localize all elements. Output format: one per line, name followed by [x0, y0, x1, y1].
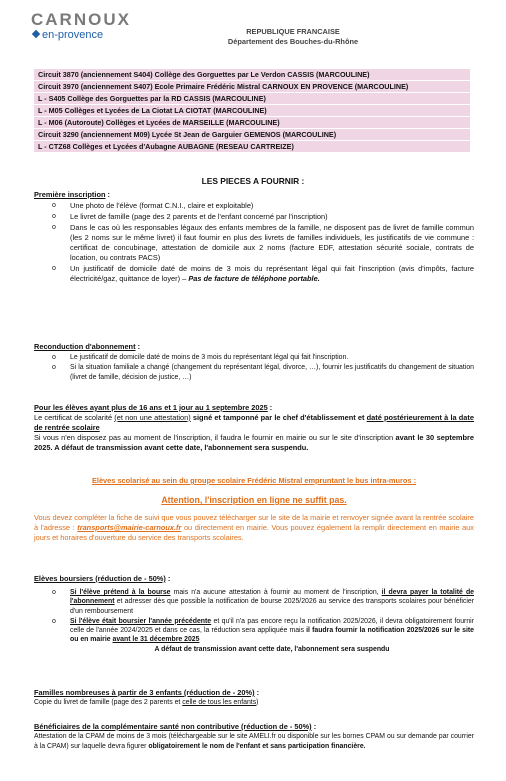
list-item: o Une photo de l'élève (format C.N.I., claire et exploitable)	[34, 201, 474, 211]
pieces-title: LES PIECES A FOURNIR :	[201, 176, 305, 186]
section-premiere-inscription: Première inscription : o Une photo de l'élève (format C.N.I., claire et exploitable) o Le livret de famille (page des 2 parents et de l'enfant concerné par l'inscription) o Dans le cas où les responsables légaux des enfants membres de la famille, ne disposent pas de livret de famille commun (les 2 noms sur le même livret) il faut fournir en plus des livrets de familles individuels, les justificatifs de vie commune : certificat de concubinage, attestation de domicile aux 2 noms (facture EDF, attestation sécurité sociale, contrats de location, ou contrats PACS) o Un justificatif de domicile daté de moins de 3 mois du représentant légal qui fait l'inscription (avis d'impôts, facture électricité/gaz, quittance de loyer) – Pas de facture de téléphone portable.	[34, 190, 474, 285]
logo-sub: en-provence	[42, 29, 104, 41]
circuit-row	[34, 129, 471, 141]
list-item: o Si l'élève prétend à la bourse mais n'a aucune attestation à fournir au moment de l'inscription, il devra payer la totalité de l'abonnement et adresser dès que possible la notification de bourse 2025/2026 au service des transports scolaires pour bénéficier d'un remboursement	[34, 588, 474, 616]
premiere-heading: Première inscription	[34, 190, 106, 199]
list-item: o Le justificatif de domicile daté de moins de 3 mois du représentant légal qui fait l'inscription.	[34, 353, 474, 362]
circuit-row	[34, 93, 471, 105]
list-item: o Si l'élève était boursier l'année précédente et qu'il n'a pas encore reçu la notification 2025/2026, il devra obligatoirement fournir celle de l'année 2024/2025 et dans ce cas, la réduction sera appliquée mais il faudra fournir la notification 2025/2026 sur le site ou en mairie avant le 31 décembre 2025 A défaut de transmission avant cette date, l'abonnement sera suspendu	[34, 617, 474, 654]
circuit-cell: Circuit 3970 (anciennement S407) Ecole Primaire Frédéric Mistral CARNOUX EN PROVENCE (MARCOULINE)	[34, 81, 471, 93]
plus16-heading: Pour les élèves ayant plus de 16 ans et 1 jour au 1 septembre 2025	[34, 403, 268, 412]
attention-notice: Attention, l'inscription en ligne ne suffit pas.	[161, 495, 347, 505]
nombreuses-heading: Familles nombreuses à partir de 3 enfants (réduction de - 20%)	[34, 688, 255, 697]
list-item: o Un justificatif de domicile daté de moins de 3 mois du représentant légal qui fait l'inscription (avis d'impôts, facture électricité/gaz, quittance de loyer) – Pas de facture de téléphone portable.	[34, 264, 474, 284]
header	[188, 27, 398, 47]
section-plus-16-ans: Pour les élèves ayant plus de 16 ans et 1 jour au 1 septembre 2025 : Le certificat de scolarité (et non une attestation) signé et tamponné par le chef d'établissement et daté postérieurement à la date de rentrée scolaire Si vous n'en disposez pas au moment de l'inscription, il faudra le fournir en mairie ou sur le site d'inscription avant le 30 septembre 2025. A défaut de transmission avant cette date, l'abonnement sera suspendu.	[34, 403, 474, 452]
header-republique: REPUBLIQUE FRANCAISE	[246, 27, 340, 36]
list-item: o Le livret de famille (page des 2 parents et de l'enfant concerné par l'inscription)	[34, 212, 474, 222]
mistral-heading: Elèves scolarisé au sein du groupe scolaire Frédéric Mistral empruntant le bus intra-muros :	[91, 476, 417, 485]
circuit-cell: L - M05 Collèges et Lycées de La Ciotat LA CIOTAT (MARCOULINE)	[34, 105, 471, 117]
circuit-row	[34, 117, 471, 129]
circuit-cell: Circuit 3290 (anciennement M09) Lycée St Jean de Garguier GEMENOS (MARCOULINE)	[34, 129, 471, 141]
reconduction-heading: Reconduction d'abonnement	[34, 342, 136, 351]
circuit-cell: Circuit 3870 (anciennement S404) Collège des Gorguettes par Le Verdon CASSIS (MARCOULINE)	[34, 69, 471, 81]
circuit-row	[34, 69, 471, 81]
list-item: o Dans le cas où les responsables légaux des enfants membres de la famille, ne disposent pas de livret de famille commun (les 2 noms sur le même livret) il faut fournir en plus des livrets de familles individuels, les justificatifs de vie commune : certificat de concubinage, attestation de domicile aux 2 noms (facture EDF, attestation sécurité sociale, contrats de location, ou contrats PACS)	[34, 223, 474, 263]
header-departement: Département des Bouches-du-Rhône	[227, 37, 359, 46]
diamond-icon	[32, 30, 40, 38]
section-boursiers: Elèves boursiers (réduction de - 50%) : o Si l'élève prétend à la bourse mais n'a aucune attestation à fournir au moment de l'inscription, il devra payer la totalité de l'abonnement et adresser dès que possible la notification de bourse 2025/2026 au service des transports scolaires pour bénéficier d'un remboursement o Si l'élève était boursier l'année précédente et qu'il n'a pas encore reçu la notification 2025/2026, il devra obligatoirement fournir celle de l'année 2024/2025 et dans ce cas, la réduction sera appliquée mais il faudra fournir la notification 2025/2026 sur le site ou en mairie avant le 31 décembre 2025 A défaut de transmission avant cette date, l'abonnement sera suspendu	[34, 574, 474, 655]
logo-name: CARNOUX	[31, 10, 131, 29]
circuit-cell: L - CTZ68 Collèges et Lycées d'Aubagne AUBAGNE (RESEAU CARTREIZE)	[34, 141, 471, 153]
carnoux-logo	[31, 10, 131, 41]
list-item: o Si la situation familiale a changé (changement du représentant légal, divorce, …), fournir les justificatifs du changement de situation (livret de famille, décision de justice, …)	[34, 363, 474, 382]
circuit-row	[34, 105, 471, 117]
section-complementaire-sante: Bénéficiaires de la complémentaire santé non contributive (réduction de - 50%) : Attestation de la CPAM de moins de 3 mois (téléchargeable sur le site AMELI.fr ou disponible sur les bornes CPAM ou sur demande par courrier à la CPAM) sur laquelle devra figurer obligatoirement le nom de l'enfant et sans participation financière.	[34, 722, 474, 750]
circuit-row	[34, 81, 471, 93]
circuit-cell: L - M06 (Autoroute) Collèges et Lycées de MARSEILLE (MARCOULINE)	[34, 117, 471, 129]
boursiers-heading: Elèves boursiers (réduction de - 50%)	[34, 574, 166, 583]
section-mistral: Elèves scolarisé au sein du groupe scolaire Frédéric Mistral empruntant le bus intra-muros : Attention, l'inscription en ligne ne suffit pas. Vous devez compléter la fiche de suivi que vous pouvez télécharger sur le site de la mairie et renvoyer signée avant la rentrée scolaire à l'adresse : transports@mairie-carnoux.fr ou directement en mairie. Vous pouvez également la remplir directement en mairie aux jours et horaires d'ouverture du service des transports scolaires.	[34, 476, 474, 542]
css-heading: Bénéficiaires de la complémentaire santé non contributive (réduction de - 50%)	[34, 722, 312, 731]
circuit-row	[34, 141, 471, 153]
section-reconduction: Reconduction d'abonnement : o Le justificatif de domicile daté de moins de 3 mois du représentant légal qui fait l'inscription. o Si la situation familiale a changé (changement du représentant légal, divorce, …), fournir les justificatifs du changement de situation (livret de famille, décision de justice, …)	[34, 342, 474, 383]
circuits-table	[33, 68, 471, 153]
section-familles-nombreuses: Familles nombreuses à partir de 3 enfants (réduction de - 20%) : Copie du livret de famille (page des 2 parents et celle de tous les enfants)	[34, 688, 260, 706]
circuit-cell: L - S405 Collège des Gorguettes par la RD CASSIS (MARCOULINE)	[34, 93, 471, 105]
transports-email-link[interactable]: transports@mairie-carnoux.fr	[77, 523, 182, 532]
